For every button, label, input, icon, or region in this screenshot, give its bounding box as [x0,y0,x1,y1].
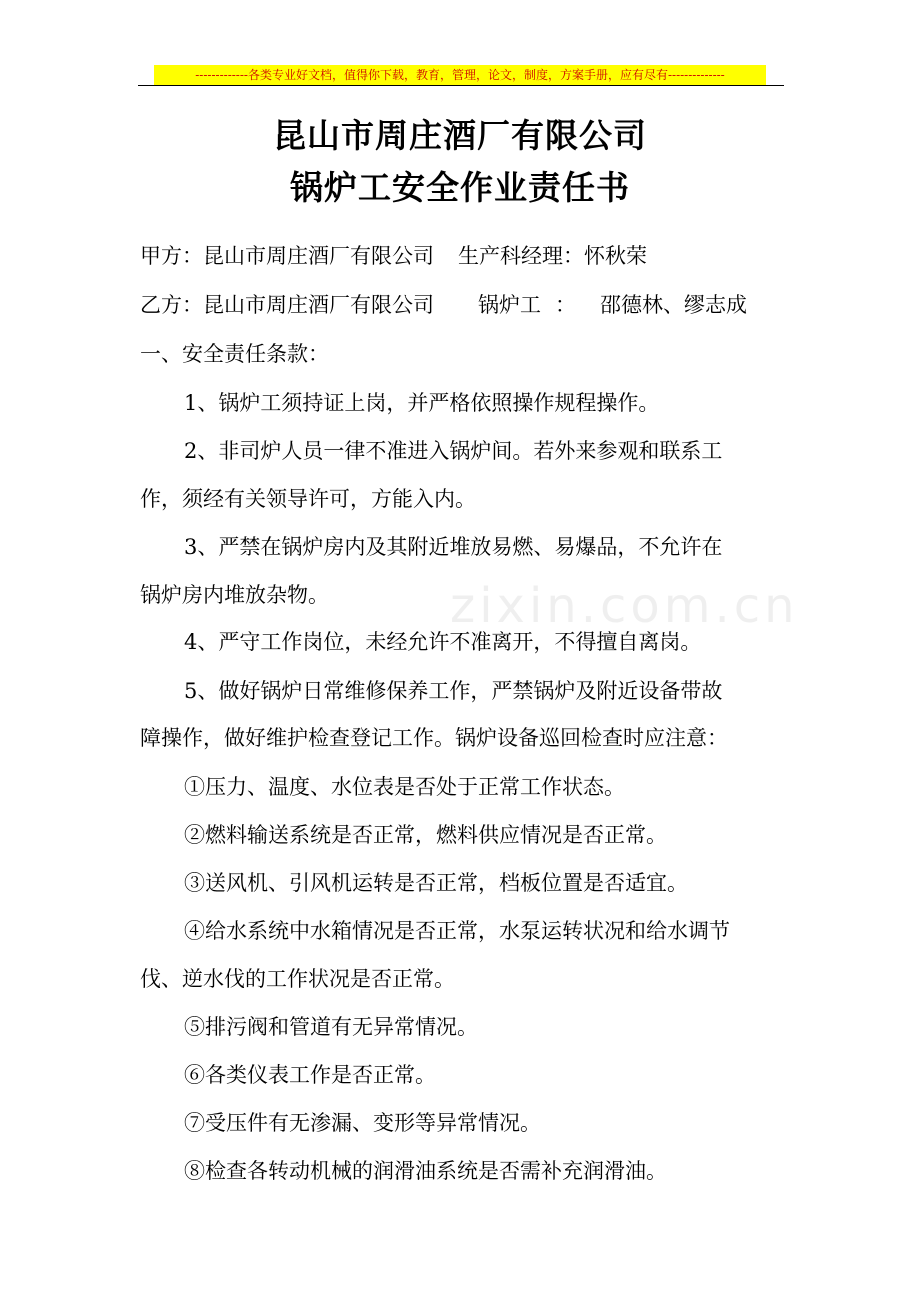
checklist-item: ⑦受压件有无渗漏、变形等异常情况。 [184,1111,541,1135]
checklist-item: 伐、逆水伐的工作状况是否正常。 [140,967,455,991]
clause-line: 锅炉房内堆放杂物。 [140,583,329,607]
clause-line: 4、严守工作岗位，未经允许不准离开，不得擅自离岗。 [184,630,702,654]
checklist-item: ⑤排污阀和管道有无异常情况。 [184,1015,478,1039]
clause-line: 作，须经有关领导许可，方能入内。 [140,487,476,511]
header-banner: -------------各类专业好文档，值得你下载，教育，管理，论文，制度，方案手册，应有尽有-------------- [154,65,766,85]
party-b-names: 邵德林、缪志成 [600,293,747,317]
clause-line: 障操作，做好维护检查登记工作。锅炉设备巡回检查时应注意： [140,726,728,750]
clause-line: 2、非司炉人员一律不准进入锅炉间。若外来参观和联系工 [184,439,723,463]
clause-line: 5、做好锅炉日常维修保养工作，严禁锅炉及附近设备带故 [184,679,723,703]
party-b-colon: ： [555,293,576,317]
checklist-item: ①压力、温度、水位表是否处于正常工作状态。 [184,775,625,799]
party-a-label: 甲方：昆山市周庄酒厂有限公司 [140,244,434,268]
party-a-role: 生产科经理：怀秋荣 [458,244,647,268]
clause-line: 3、严禁在锅炉房内及其附近堆放易燃、易爆品，不允许在 [184,535,723,559]
checklist-item: ④给水系统中水箱情况是否正常，水泵运转状况和给水调节 [184,919,730,943]
checklist-item: ②燃料输送系统是否正常，燃料供应情况是否正常。 [184,823,667,847]
party-b-label: 乙方：昆山市周庄酒厂有限公司 [140,293,434,317]
checklist-item: ⑧检查各转动机械的润滑油系统是否需补充润滑油。 [184,1159,667,1183]
party-b-role-label: 锅炉工 [478,293,541,317]
document-title-company: 昆山市周庄酒厂有限公司 [273,116,647,155]
document-title: 锅炉工安全作业责任书 [290,168,630,207]
checklist-item: ③送风机、引风机运转是否正常，档板位置是否适宜。 [184,871,688,895]
watermark: zixin.com.cn [450,578,799,634]
party-b-line [140,290,788,320]
clause-line: 1、锅炉工须持证上岗，并严格依照操作规程操作。 [184,391,660,415]
header-divider [138,85,784,86]
checklist-item: ⑥各类仪表工作是否正常。 [184,1063,436,1087]
party-a-line [140,241,788,271]
section-heading: 一、安全责任条款： [140,342,329,366]
